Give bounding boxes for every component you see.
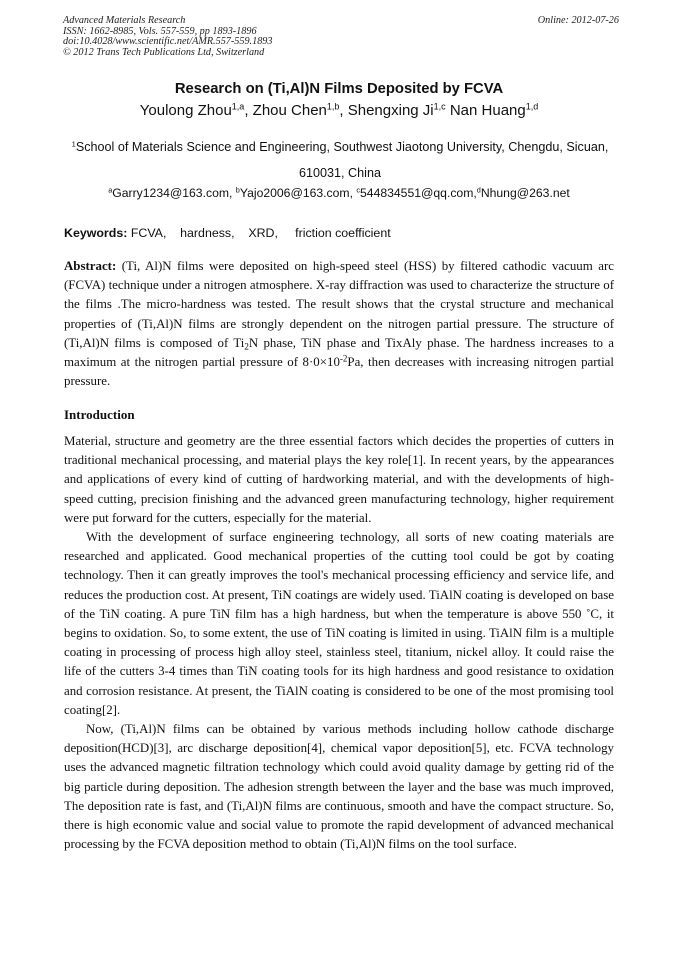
introduction-body: [64, 432, 614, 854]
author-list: [0, 102, 678, 119]
abstract: Abstract: (Ti, Al)N films were deposited on high-speed steel (HSS) by filtered cathodic vacuum arc (FCVA) technique under a nitrogen atmosphere. X-ray diffraction was used to characterize the structure of the films .The micro-hardness was tested. The result shows that the crystal structure and mechanical properties of (Ti,Al)N films are strongly dependent on the nitrogen partial pressure. The structure of (Ti,Al)N films is composed of $Ti_2N$ phase, TiN phase and TixAly phase. The hardness increases to a maximum at the nitrogen partial pressure of $8\cdot 0\times 10^{-2}Pa$, then decreases with increasing nitrogen partial pressure.: [64, 259, 614, 389]
paper-title: Research on (Ti,Al)N Films Deposited by FCVA: [174, 81, 504, 97]
online-date: Online: 2012-07-26: [537, 15, 619, 26]
email-address[interactable]: $^d$Nhung@263.net: [476, 185, 570, 200]
email-address[interactable]: $^a$Garry1234@163.com: [108, 185, 229, 200]
copyright-line: © 2012 Trans Tech Publications Ltd, Switzerland: [63, 46, 265, 58]
section-heading-introduction: Introduction: [64, 407, 135, 422]
author: Shengxing Ji$^{1,c}$: [347, 101, 446, 119]
email-address[interactable]: $^c$544834551@qq.com: [356, 185, 474, 200]
author: Zhou Chen$^{1,b}$,: [252, 101, 348, 119]
keywords-label: Keywords:: [64, 226, 128, 240]
email-list: $^a$Garry1234@163.com, $^b$Yajo2006@163.com, $^c$544834551@qq.com,$^d$Nhung@263.net: [108, 185, 570, 200]
paragraph: With the development of surface engineering technology, all sorts of new coating materials are researched and applicated. Good mechanical properties of the cutting tool could be got by coating technology. Then it can greatly improves the tool's mechanical processing efficiency and service life, and reduces the production cost. At present, TiN coatings are widely used. TiAlN coating is developed on base of the TiN coating. A pure TiN film has a high hardness, but when the temperature is above 550 ˚C, it begins to oxidation. So, to some extent, the use of TiN coating is limited in using. TiAlN film is a multiple coating in processing of process high alloy steel, stainless steel, titanium, nickel alloy. It could raise the life of the cutters 3-4 times than TiN coating tools for its high hardness and good resistance to oxidation and corrosion resistance. At present, the TiAlN coating is considered to be one of the most promising tool coating[2].: [64, 530, 614, 717]
abstract-label: Abstract:: [64, 259, 117, 273]
journal-header: [63, 16, 619, 58]
author: Youlong Zhou$^{1,a}$,: [139, 101, 253, 119]
journal-name: Advanced Materials Research: [63, 15, 186, 26]
email-address[interactable]: $^b$Yajo2006@163.com: [235, 185, 350, 200]
doi-line: doi:10.4028/www.scientific.net/AMR.557-559.1893: [63, 36, 273, 48]
keywords-line: [64, 226, 616, 240]
paragraph: Material, structure and geometry are the three essential factors which decides the properties of cutters in traditional mechanical processing, and material plays the key role[1]. In recent years, by the appearances and applications of every kind of cutting of hardworking material, and with the developments of high-speed cutting, precision finishing and the advanced green manufacturing technology, higher requirement were put forward for the cutters, especially for the material.: [64, 434, 614, 525]
keywords-items: FCVA, hardness, XRD, friction coefficient: [130, 226, 391, 240]
issn-line: ISSN: 1662-8985, Vols. 557-559, pp 1893-1896: [63, 25, 257, 37]
paragraph: Now, (Ti,Al)N films can be obtained by various methods including hollow cathode discharge deposition(HCD)[3], arc discharge deposition[4], chemical vapor deposition[5], etc. FCVA technology uses the advanced magnetic filtration technology which could avoid quality damage by getting rid of the big particle during deposition. The adhesion strength between the layer and the base was much improved, The deposition rate is fast, and (Ti,Al)N films are continuous, smooth and have the compact structure. So, there is high economic value and social value to promote the rapid development of advanced mechanical processing by the FCVA deposition method to obtain (Ti,Al)N films on the tool surface.: [64, 722, 614, 852]
author: Nan Huang$^{1,d}$: [449, 101, 539, 119]
affiliation: $^1$School of Materials Science and Engineering, Southwest Jiaotong University, Chengdu, Sicuan, 610031, China: [71, 139, 609, 180]
